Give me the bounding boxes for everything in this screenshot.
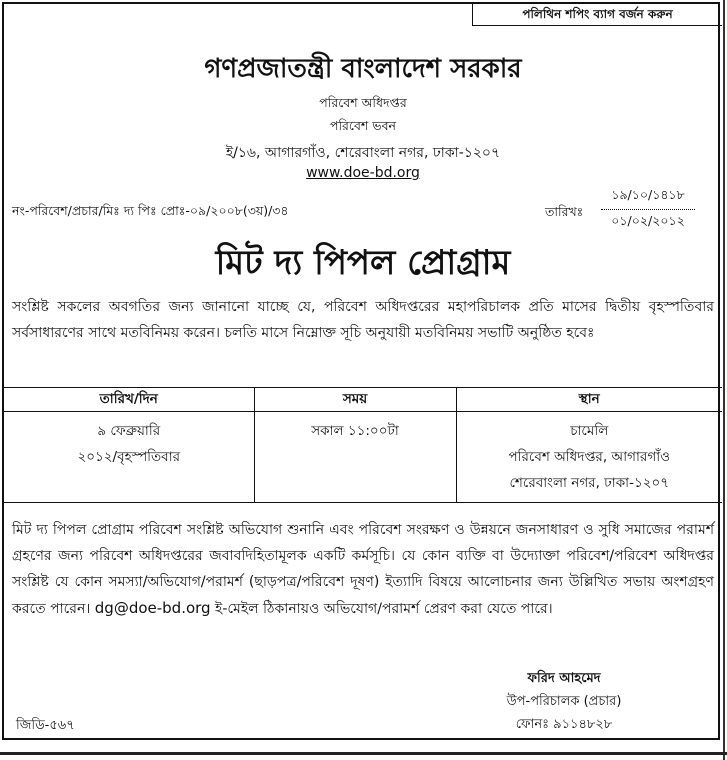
office-address: ই/১৬, আগারগাঁও, শেরেবাংলা নগর, ঢাকা-১২০৭ [225, 145, 501, 161]
intro-paragraph: সংশ্লিষ্ট সকলের অবগতির জন্য জানানো যাচ্ছে যে, পরিবেশ অধিদপ্তরের মহাপরিচালক প্রতি মাসের দ্বিতীয় বৃহস্পতিবার সর্বসাধারণের সাথে মতবিনিময় করেন। চলতি মাসে নিম্নোক্ত সূচি অনুযায়ী মতবিনিময় সভাটি অনুষ্ঠিত হবেঃ [12, 299, 714, 341]
signatory-title: উপ-পরিচালক (প্রচার) [506, 694, 622, 709]
government-title: গণপ্রজাতন্ত্রী বাংলাদেশ সরকার [204, 54, 522, 84]
header-time: সময় [254, 388, 456, 412]
schedule-header-row [4, 388, 722, 412]
venue-room: চামেলি [570, 423, 609, 439]
building-name: পরিবেশ ভবন [329, 118, 397, 133]
bottom-edge-rule [0, 752, 727, 755]
notice-frame [2, 2, 720, 740]
memo-number: নং-পরিবেশ/প্রচার/মিঃ দ্য পিঃ প্রোঃ-০৯/২০০৮(৩য়)/৩৪ [12, 203, 289, 218]
cell-date [4, 412, 254, 503]
signatory-name: ফরিদ আহমেদ [527, 671, 601, 686]
description-paragraph [12, 517, 714, 622]
venue-office: পরিবেশ অধিদপ্তর, আগারগাঁও [508, 449, 671, 465]
cell-venue [456, 412, 722, 503]
description-text: মিট দ্য পিপল প্রোগ্রাম পরিবেশ সংশ্লিষ্ট অভিযোগ শুনানি এবং পরিবেশ সংরক্ষণ ও উন্নয়নে জনসাধারণ ও সুধি সমাজের পরামর্শ গ্রহণের জন্য পরিবেশ অধিদপ্তরের জবাবদিহিতামূলক একটি কর্মসূচি। যে কোন ব্যক্তি বা উদ্যোক্তা পরিবেশ/পরিবেশ অধিদপ্তর সংশ্লিষ্ট যে কোন সমস্যা/অভিযোগ/পরামর্শ (ছাড়পত্র/পরিবেশ দূষণ) ইত্যাদি বিষয়ে আলোচনার জন্য উল্লিখিত সভায় অংশগ্রহণ করতে পারেন। [12, 522, 714, 617]
time-value: সকাল ১১:০০টা [311, 423, 399, 439]
date-stack [601, 187, 695, 233]
program-title: মিট দ্য পিপল প্রোগ্রাম [215, 243, 511, 283]
contact-email[interactable]: dg@doe-bd.org [94, 599, 211, 617]
date-bangla: ১৯/১০/১৪১৮ [601, 187, 695, 210]
schedule-table [4, 387, 722, 503]
signatory-phone: ফোনঃ ৯১১৪৮২৮ [515, 717, 613, 732]
department-name: পরিবেশ অধিদপ্তর [319, 95, 407, 110]
date-label: তারিখঃ [545, 204, 584, 219]
tagline-box: পলিথিন শপিং ব্যাগ বর্জন করুন [472, 4, 722, 26]
date-year-weekday: ২০১২/বৃহস্পতিবার [77, 449, 181, 465]
venue-city: শেরেবাংলা নগর, ঢাকা-১২০৭ [509, 475, 670, 491]
website-link[interactable]: www.doe-bd.org [306, 165, 420, 181]
cell-time [254, 412, 456, 503]
gd-number: জিডি-৫৬৭ [16, 718, 75, 733]
date-day: ৯ ফেব্রুয়ারি [97, 423, 161, 439]
header-date: তারিখ/দিন [4, 388, 254, 412]
schedule-row [4, 412, 722, 503]
website-link-wrap [4, 165, 722, 181]
date-english: ০১/০২/২০১২ [611, 213, 685, 228]
right-edge-rule [723, 0, 725, 760]
contact-text: ই-মেইল ঠিকানায়ও অভিযোগ/পরামর্শ প্রেরণ করা যেতে পারে। [215, 601, 553, 617]
header-venue: স্থান [456, 388, 722, 412]
